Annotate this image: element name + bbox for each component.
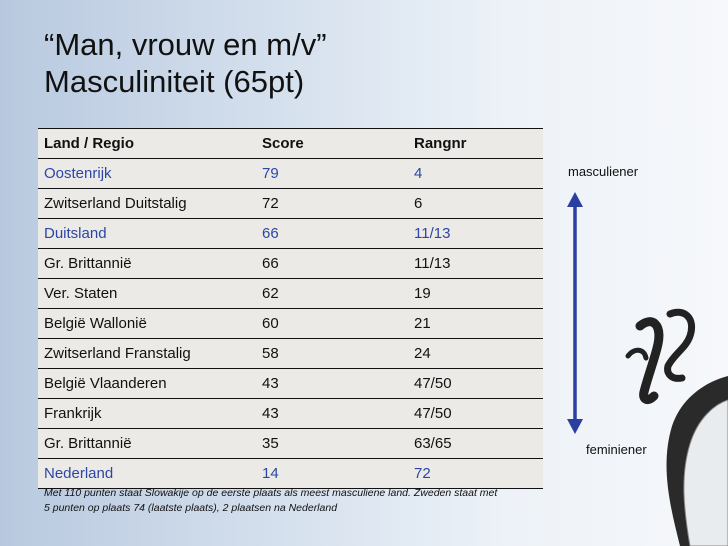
- cell-rank: 24: [408, 339, 543, 369]
- cell-score: 72: [256, 189, 408, 219]
- cell-rank: 6: [408, 189, 543, 219]
- table-row: [38, 219, 543, 249]
- logo-stroke-right: [668, 312, 692, 378]
- cell-rank: 63/65: [408, 429, 543, 459]
- cell-rank: 19: [408, 279, 543, 309]
- cell-region: Ver. Staten: [38, 279, 256, 309]
- table-row: [38, 189, 543, 219]
- table-header-row: [38, 129, 543, 159]
- cell-region: Gr. Brittannië: [38, 249, 256, 279]
- cell-region: Duitsland: [38, 219, 256, 249]
- cell-score: 66: [256, 219, 408, 249]
- table-row: [38, 249, 543, 279]
- table-row: [38, 279, 543, 309]
- cell-score: 79: [256, 159, 408, 189]
- table-row: [38, 159, 543, 189]
- page-curl-logo: [600, 296, 728, 546]
- cell-score: 35: [256, 429, 408, 459]
- cell-region: België Vlaanderen: [38, 369, 256, 399]
- cell-region: Nederland: [38, 459, 256, 489]
- footnote: [44, 486, 584, 516]
- table-row: [38, 399, 543, 429]
- footnote-line-2: 5 punten op plaats 74 (laatste plaats), 2 plaatsen na Nederland: [44, 502, 338, 514]
- cell-rank: 21: [408, 309, 543, 339]
- cell-rank: 4: [408, 159, 543, 189]
- cell-region: Gr. Brittannië: [38, 429, 256, 459]
- cell-region: Frankrijk: [38, 399, 256, 429]
- cell-region: Zwitserland Duitstalig: [38, 189, 256, 219]
- footnote-line-1: Met 110 punten staat Slowakije op de eerste plaats als meest masculiene land. Zweden staat met: [44, 487, 498, 499]
- cell-region: Oostenrijk: [38, 159, 256, 189]
- table-row: [38, 339, 543, 369]
- table-row: [38, 369, 543, 399]
- table-row: [38, 309, 543, 339]
- scale-label-masculine: masculiener: [568, 164, 639, 179]
- column-header-score: Score: [256, 129, 408, 159]
- cell-score: 14: [256, 459, 408, 489]
- table-row: [38, 429, 543, 459]
- logo-stroke-left: [640, 322, 659, 400]
- cell-rank: 47/50: [408, 399, 543, 429]
- column-header-region: Land / Regio: [38, 129, 256, 159]
- cell-rank: 11/13: [408, 249, 543, 279]
- cell-region: België Wallonië: [38, 309, 256, 339]
- cell-score: 58: [256, 339, 408, 369]
- scale-label-feminine: feminiener: [586, 442, 647, 457]
- scale-arrow: [562, 190, 588, 436]
- title-line-1: “Man, vrouw en m/v”: [44, 27, 327, 62]
- masculinity-table: [38, 128, 543, 489]
- table-body: [38, 159, 543, 489]
- slide-title: [44, 26, 327, 100]
- table-row: [38, 459, 543, 489]
- cell-rank: 47/50: [408, 369, 543, 399]
- cell-rank: 72: [408, 459, 543, 489]
- cell-rank: 11/13: [408, 219, 543, 249]
- cell-score: 60: [256, 309, 408, 339]
- cell-score: 43: [256, 399, 408, 429]
- cell-region: Zwitserland Franstalig: [38, 339, 256, 369]
- title-line-2: Masculiniteit (65pt): [44, 64, 305, 99]
- scale-arrow-head-down: [567, 419, 583, 434]
- cell-score: 66: [256, 249, 408, 279]
- logo-stroke-accent: [628, 350, 646, 358]
- cell-score: 62: [256, 279, 408, 309]
- cell-score: 43: [256, 369, 408, 399]
- column-header-rank: Rangnr: [408, 129, 543, 159]
- scale-arrow-head-up: [567, 192, 583, 207]
